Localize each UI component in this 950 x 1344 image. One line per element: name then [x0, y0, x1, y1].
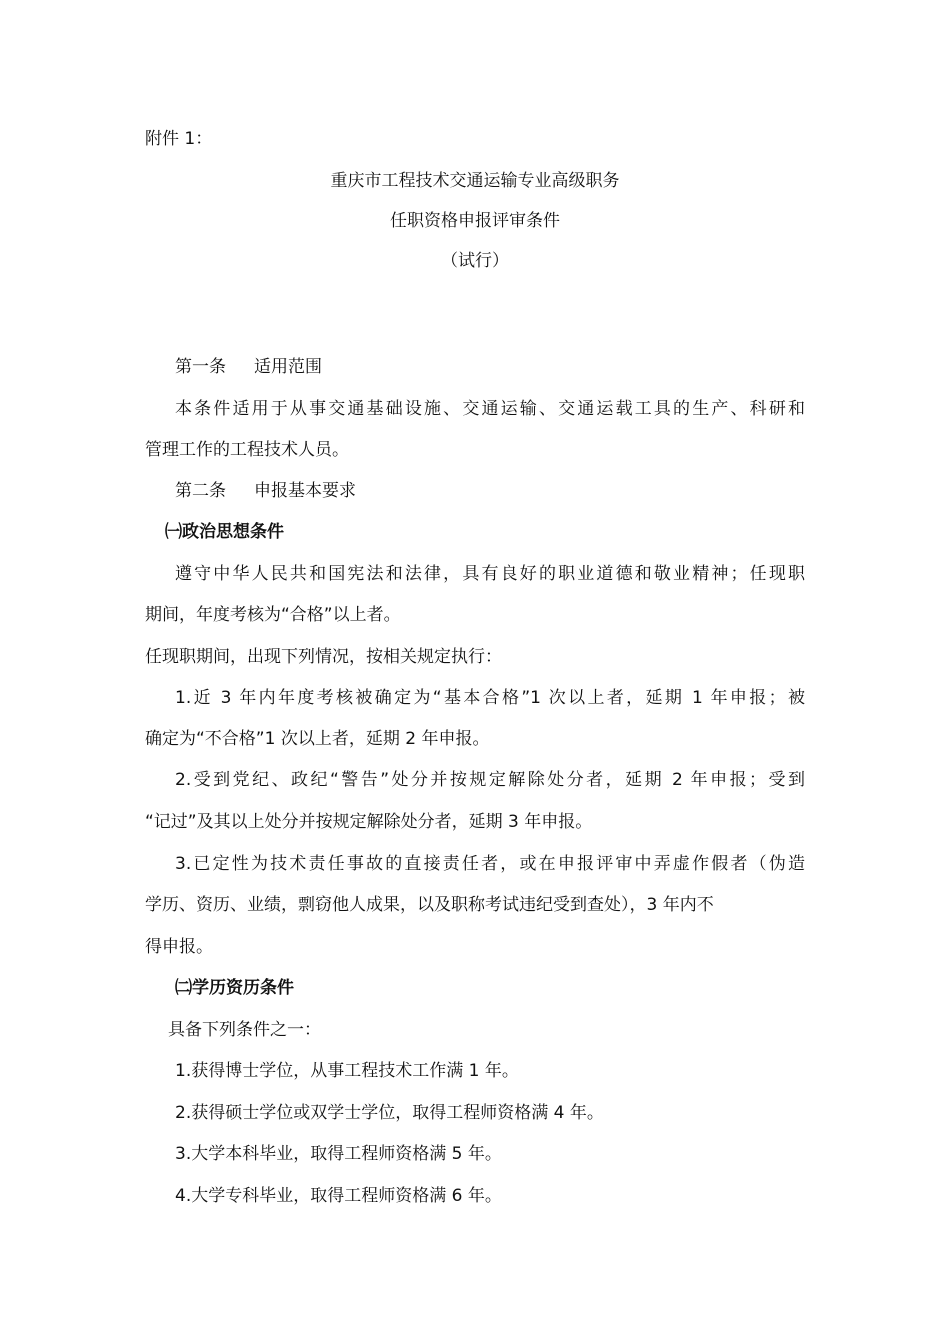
section2-item2: 2.获得硕士学位或双学士学位，取得工程师资格满 4 年。	[175, 1103, 604, 1123]
section2-heading: ㈡学历资历条件	[175, 978, 294, 998]
section2-item1: 1.获得博士学位，从事工程技术工作满 1 年。	[175, 1061, 519, 1081]
section2-item4: 4.大学专科毕业，取得工程师资格满 6 年。	[175, 1186, 502, 1206]
document-title-line2: 任职资格申报评审条件	[390, 211, 560, 231]
article1-body-line1: 本条件适用于从事交通基础设施、交通运输、交通运载工具的生产、科研和	[175, 399, 805, 419]
section2-item3: 3.大学本科毕业，取得工程师资格满 5 年。	[175, 1144, 502, 1164]
article2-number: 第二条	[175, 481, 226, 501]
section1-item3-line1: 3.已定性为技术责任事故的直接责任者，或在申报评审中弄虚作假者（伪造	[175, 854, 805, 874]
attachment-label: 附件 1：	[145, 129, 213, 149]
section1-para2: 任现职期间，出现下列情况，按相关规定执行：	[145, 647, 502, 667]
article1-number: 第一条	[175, 357, 226, 377]
article2-title: 申报基本要求	[254, 481, 356, 501]
document-title-line3: （试行）	[441, 251, 509, 271]
article1-heading	[175, 355, 322, 379]
section1-item2-line1: 2.受到党纪、政纪“警告”处分并按规定解除处分者，延期 2 年申报；受到	[175, 770, 805, 790]
section1-para1-line1: 遵守中华人民共和国宪法和法律，具有良好的职业道德和敬业精神；任现职	[175, 564, 805, 584]
section1-heading: ㈠政治思想条件	[165, 522, 284, 542]
section1-item3-line2: 学历、资历、业绩，剽窃他人成果，以及职称考试违纪受到查处），3 年内不	[145, 895, 714, 915]
document-title-line1: 重庆市工程技术交通运输专业高级职务	[330, 171, 620, 191]
section1-item1-line2: 确定为“不合格”1 次以上者，延期 2 年申报。	[145, 729, 490, 749]
section1-item3-line3: 得申报。	[145, 937, 213, 957]
article1-body-line2: 管理工作的工程技术人员。	[145, 440, 349, 460]
article2-heading	[175, 479, 356, 503]
section1-para1-line2: 期间，年度考核为“合格”以上者。	[145, 605, 401, 625]
section1-item1-line1: 1.近 3 年内年度考核被确定为“基本合格”1 次以上者，延期 1 年申报；被	[175, 688, 805, 708]
section1-item2-line2: “记过”及其以上处分并按规定解除处分者，延期 3 年申报。	[145, 812, 593, 832]
section2-intro: 具备下列条件之一：	[168, 1020, 321, 1040]
article1-title: 适用范围	[254, 357, 322, 377]
